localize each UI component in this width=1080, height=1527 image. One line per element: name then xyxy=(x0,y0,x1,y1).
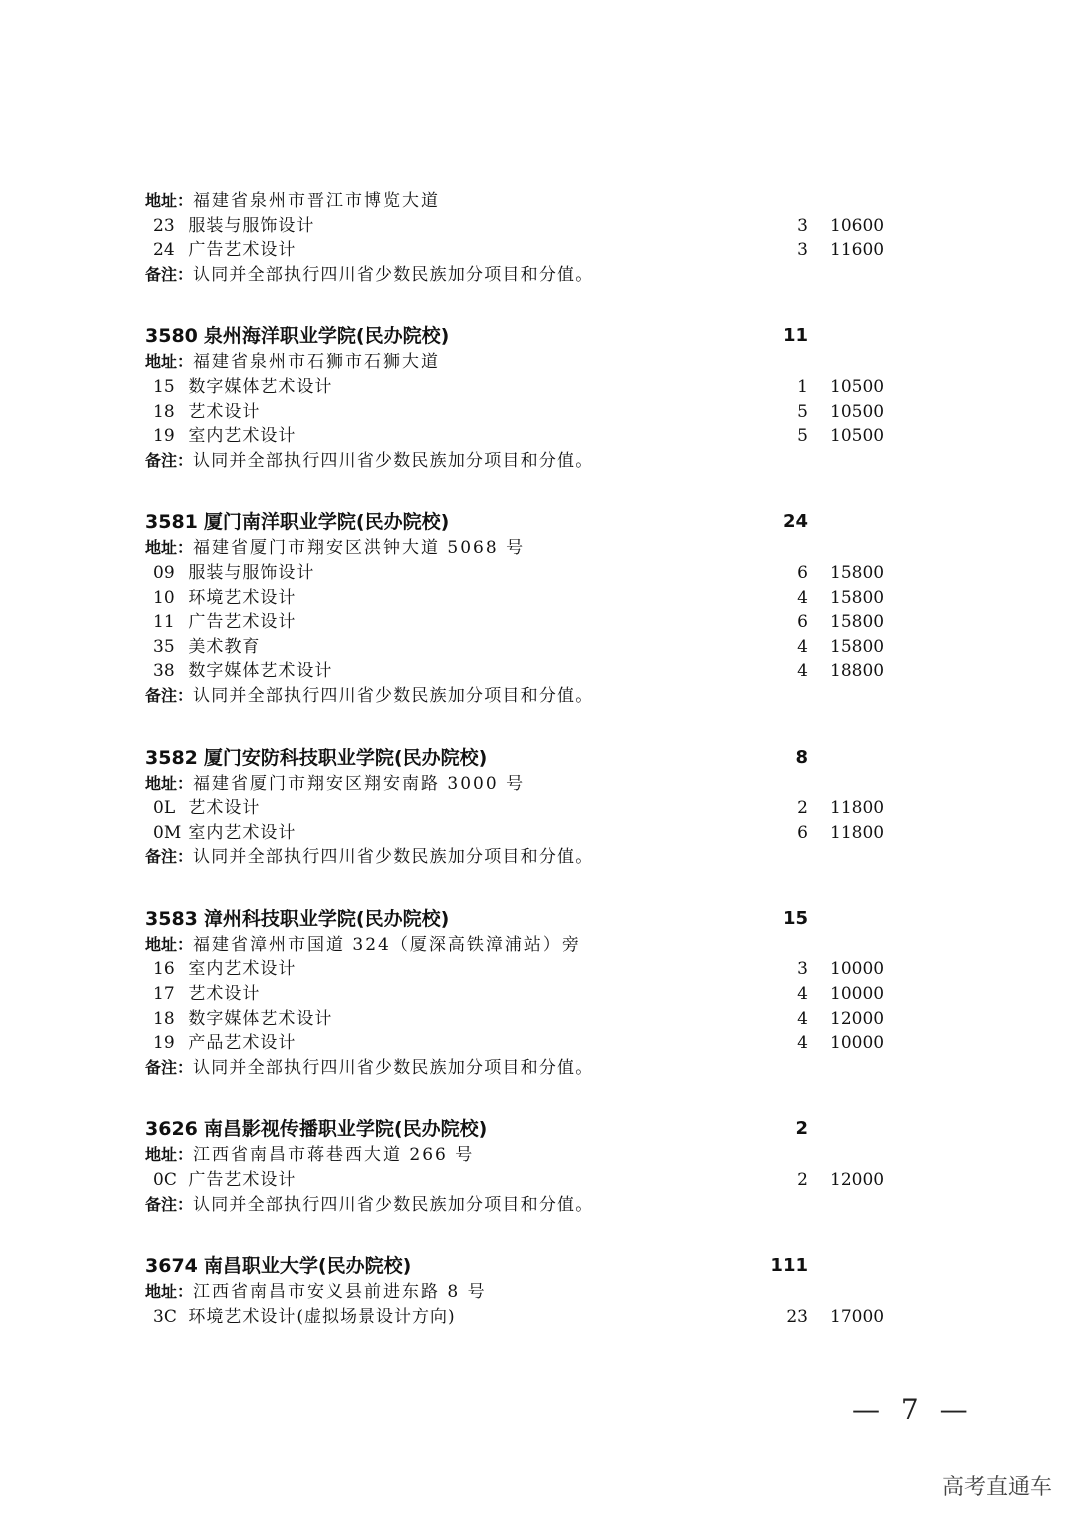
note-line xyxy=(145,845,905,870)
major-row xyxy=(145,1305,905,1330)
school-block-3582 xyxy=(145,744,905,870)
school-name: 漳州科技职业学院(民办院校) xyxy=(203,907,450,930)
major-name: 室内艺术设计 xyxy=(188,959,297,980)
major-name: 艺术设计 xyxy=(188,984,261,1005)
school-total: 2 xyxy=(795,1118,808,1140)
major-name: 美术教育 xyxy=(188,636,261,657)
major-code: 0C xyxy=(153,1170,177,1191)
address-label: 地址： xyxy=(145,352,194,372)
major-code: 24 xyxy=(153,240,175,261)
major-row xyxy=(145,821,905,846)
major-fee: 15800 xyxy=(830,636,885,657)
school-total: 111 xyxy=(770,1255,808,1277)
school-name: 南昌影视传播职业学院(民办院校) xyxy=(203,1118,488,1141)
major-row xyxy=(145,796,905,821)
major-fee: 15800 xyxy=(830,562,885,583)
major-fee: 11600 xyxy=(830,240,885,261)
major-row xyxy=(145,586,905,611)
major-count: 5 xyxy=(797,426,808,447)
school-block-continued xyxy=(145,189,905,287)
note-label: 备注： xyxy=(145,1057,194,1077)
major-code: 15 xyxy=(153,376,175,397)
major-count: 6 xyxy=(797,822,808,843)
major-fee: 10600 xyxy=(830,215,885,236)
major-code: 3C xyxy=(153,1306,177,1327)
school-name: 南昌职业大学(民办院校) xyxy=(203,1255,412,1278)
school-name: 泉州海洋职业学院(民办院校) xyxy=(203,325,450,348)
major-count: 4 xyxy=(797,1008,808,1029)
major-count: 23 xyxy=(786,1306,808,1327)
major-code: 09 xyxy=(153,562,175,583)
note-line xyxy=(145,449,905,474)
note-line xyxy=(145,263,905,288)
major-name: 服装与服饰设计 xyxy=(188,562,315,583)
major-row xyxy=(145,561,905,586)
school-code: 3674 xyxy=(145,1255,198,1278)
major-row xyxy=(145,400,905,425)
note-text: 认同并全部执行四川省少数民族加分项目和分值。 xyxy=(193,847,594,868)
note-text: 认同并全部执行四川省少数民族加分项目和分值。 xyxy=(193,264,594,285)
address-text: 福建省泉州市石狮市石狮大道 xyxy=(193,352,441,373)
major-name: 数字媒体艺术设计 xyxy=(188,661,333,682)
major-code: 18 xyxy=(153,1008,175,1029)
address-text: 江西省南昌市蒋巷西大道 266 号 xyxy=(193,1145,475,1166)
school-title xyxy=(145,1252,905,1280)
note-label: 备注： xyxy=(145,1194,194,1214)
major-row xyxy=(145,659,905,684)
major-code: 38 xyxy=(153,661,175,682)
major-row xyxy=(145,1007,905,1032)
address-line xyxy=(145,933,905,958)
major-code: 18 xyxy=(153,401,175,422)
school-title xyxy=(145,905,905,933)
school-code: 3581 xyxy=(145,511,198,534)
major-row xyxy=(145,957,905,982)
note-line xyxy=(145,1193,905,1218)
major-fee: 10500 xyxy=(830,376,885,397)
major-code: 10 xyxy=(153,587,175,608)
school-code: 3582 xyxy=(145,746,198,769)
major-fee: 10000 xyxy=(830,984,885,1005)
major-name: 室内艺术设计 xyxy=(188,426,297,447)
major-fee: 10000 xyxy=(830,1033,885,1054)
major-row xyxy=(145,1031,905,1056)
school-code: 3626 xyxy=(145,1118,198,1141)
major-name: 服装与服饰设计 xyxy=(188,215,315,236)
major-count: 4 xyxy=(797,984,808,1005)
major-fee: 10500 xyxy=(830,426,885,447)
note-line xyxy=(145,1056,905,1081)
school-name: 厦门南洋职业学院(民办院校) xyxy=(203,511,450,534)
major-count: 3 xyxy=(797,240,808,261)
major-code: 11 xyxy=(153,612,175,633)
major-row xyxy=(145,214,905,239)
address-line xyxy=(145,1280,905,1305)
note-label: 备注： xyxy=(145,450,194,470)
major-code: 16 xyxy=(153,959,175,980)
major-fee: 12000 xyxy=(830,1170,885,1191)
school-code: 3583 xyxy=(145,907,198,930)
address-label: 地址： xyxy=(145,1282,194,1302)
major-name: 环境艺术设计(虚拟场景设计方向) xyxy=(188,1306,456,1327)
school-title xyxy=(145,508,905,536)
major-count: 5 xyxy=(797,401,808,422)
school-block-3581 xyxy=(145,508,905,708)
major-row xyxy=(145,424,905,449)
address-line xyxy=(145,1143,905,1168)
major-fee: 12000 xyxy=(830,1008,885,1029)
major-name: 产品艺术设计 xyxy=(188,1033,297,1054)
note-label: 备注： xyxy=(145,685,194,705)
address-line xyxy=(145,350,905,375)
address-label: 地址： xyxy=(145,773,194,793)
major-name: 广告艺术设计 xyxy=(188,612,297,633)
address-line xyxy=(145,189,905,214)
major-name: 广告艺术设计 xyxy=(188,1170,297,1191)
note-text: 认同并全部执行四川省少数民族加分项目和分值。 xyxy=(193,450,594,471)
school-block-3583 xyxy=(145,905,905,1081)
major-row xyxy=(145,238,905,263)
address-line xyxy=(145,772,905,797)
major-count: 4 xyxy=(797,636,808,657)
school-total: 24 xyxy=(782,511,808,533)
note-label: 备注： xyxy=(145,264,194,284)
major-fee: 17000 xyxy=(830,1306,885,1327)
major-name: 艺术设计 xyxy=(188,798,261,819)
address-label: 地址： xyxy=(145,538,194,558)
address-line xyxy=(145,536,905,561)
school-total: 11 xyxy=(782,325,808,347)
address-label: 地址： xyxy=(145,1145,194,1165)
major-count: 3 xyxy=(797,959,808,980)
address-label: 地址： xyxy=(145,934,194,954)
major-count: 4 xyxy=(797,587,808,608)
major-count: 1 xyxy=(797,376,808,397)
school-block-3626 xyxy=(145,1115,905,1217)
school-total: 15 xyxy=(782,907,808,929)
major-row xyxy=(145,375,905,400)
page-number: — 7 — xyxy=(852,1393,974,1426)
major-code: 19 xyxy=(153,1033,175,1054)
major-row xyxy=(145,610,905,635)
major-count: 6 xyxy=(797,612,808,633)
major-name: 室内艺术设计 xyxy=(188,822,297,843)
major-fee: 11800 xyxy=(830,798,885,819)
school-title xyxy=(145,322,905,350)
major-fee: 15800 xyxy=(830,587,885,608)
major-name: 数字媒体艺术设计 xyxy=(188,1008,333,1029)
major-code: 0M xyxy=(153,822,182,843)
major-count: 3 xyxy=(797,215,808,236)
major-code: 35 xyxy=(153,636,175,657)
school-title xyxy=(145,1115,905,1143)
major-count: 4 xyxy=(797,1033,808,1054)
major-count: 6 xyxy=(797,562,808,583)
school-name: 厦门安防科技职业学院(民办院校) xyxy=(203,746,488,769)
major-count: 4 xyxy=(797,661,808,682)
major-code: 23 xyxy=(153,215,175,236)
address-text: 福建省厦门市翔安区洪钟大道 5068 号 xyxy=(193,538,526,559)
major-fee: 10500 xyxy=(830,401,885,422)
document-body xyxy=(145,189,905,1329)
address-text: 江西省南昌市安义县前进东路 8 号 xyxy=(193,1282,487,1303)
note-label: 备注： xyxy=(145,847,194,867)
address-text: 福建省泉州市晋江市博览大道 xyxy=(193,191,441,211)
major-name: 艺术设计 xyxy=(188,401,261,422)
address-text: 福建省厦门市翔安区翔安南路 3000 号 xyxy=(193,773,526,794)
note-text: 认同并全部执行四川省少数民族加分项目和分值。 xyxy=(193,685,594,706)
note-line xyxy=(145,684,905,709)
major-code: 0L xyxy=(153,798,176,819)
school-block-3580 xyxy=(145,322,905,473)
school-block-3674 xyxy=(145,1252,905,1329)
major-count: 2 xyxy=(797,798,808,819)
major-fee: 10000 xyxy=(830,959,885,980)
major-fee: 18800 xyxy=(830,661,885,682)
major-count: 2 xyxy=(797,1170,808,1191)
note-text: 认同并全部执行四川省少数民族加分项目和分值。 xyxy=(193,1057,594,1078)
address-text: 福建省漳州市国道 324（厦深高铁漳浦站）旁 xyxy=(193,934,581,955)
note-text: 认同并全部执行四川省少数民族加分项目和分值。 xyxy=(193,1194,594,1215)
school-title xyxy=(145,744,905,772)
major-fee: 15800 xyxy=(830,612,885,633)
address-label: 地址： xyxy=(145,191,194,210)
major-name: 环境艺术设计 xyxy=(188,587,297,608)
major-code: 19 xyxy=(153,426,175,447)
major-code: 17 xyxy=(153,984,175,1005)
major-row xyxy=(145,982,905,1007)
major-name: 数字媒体艺术设计 xyxy=(188,376,333,397)
major-name: 广告艺术设计 xyxy=(188,240,297,261)
major-fee: 11800 xyxy=(830,822,885,843)
major-row xyxy=(145,1168,905,1193)
school-total: 8 xyxy=(795,746,808,768)
watermark-text: 高考直通车 xyxy=(941,1475,1052,1500)
major-row xyxy=(145,635,905,660)
school-code: 3580 xyxy=(145,325,198,348)
